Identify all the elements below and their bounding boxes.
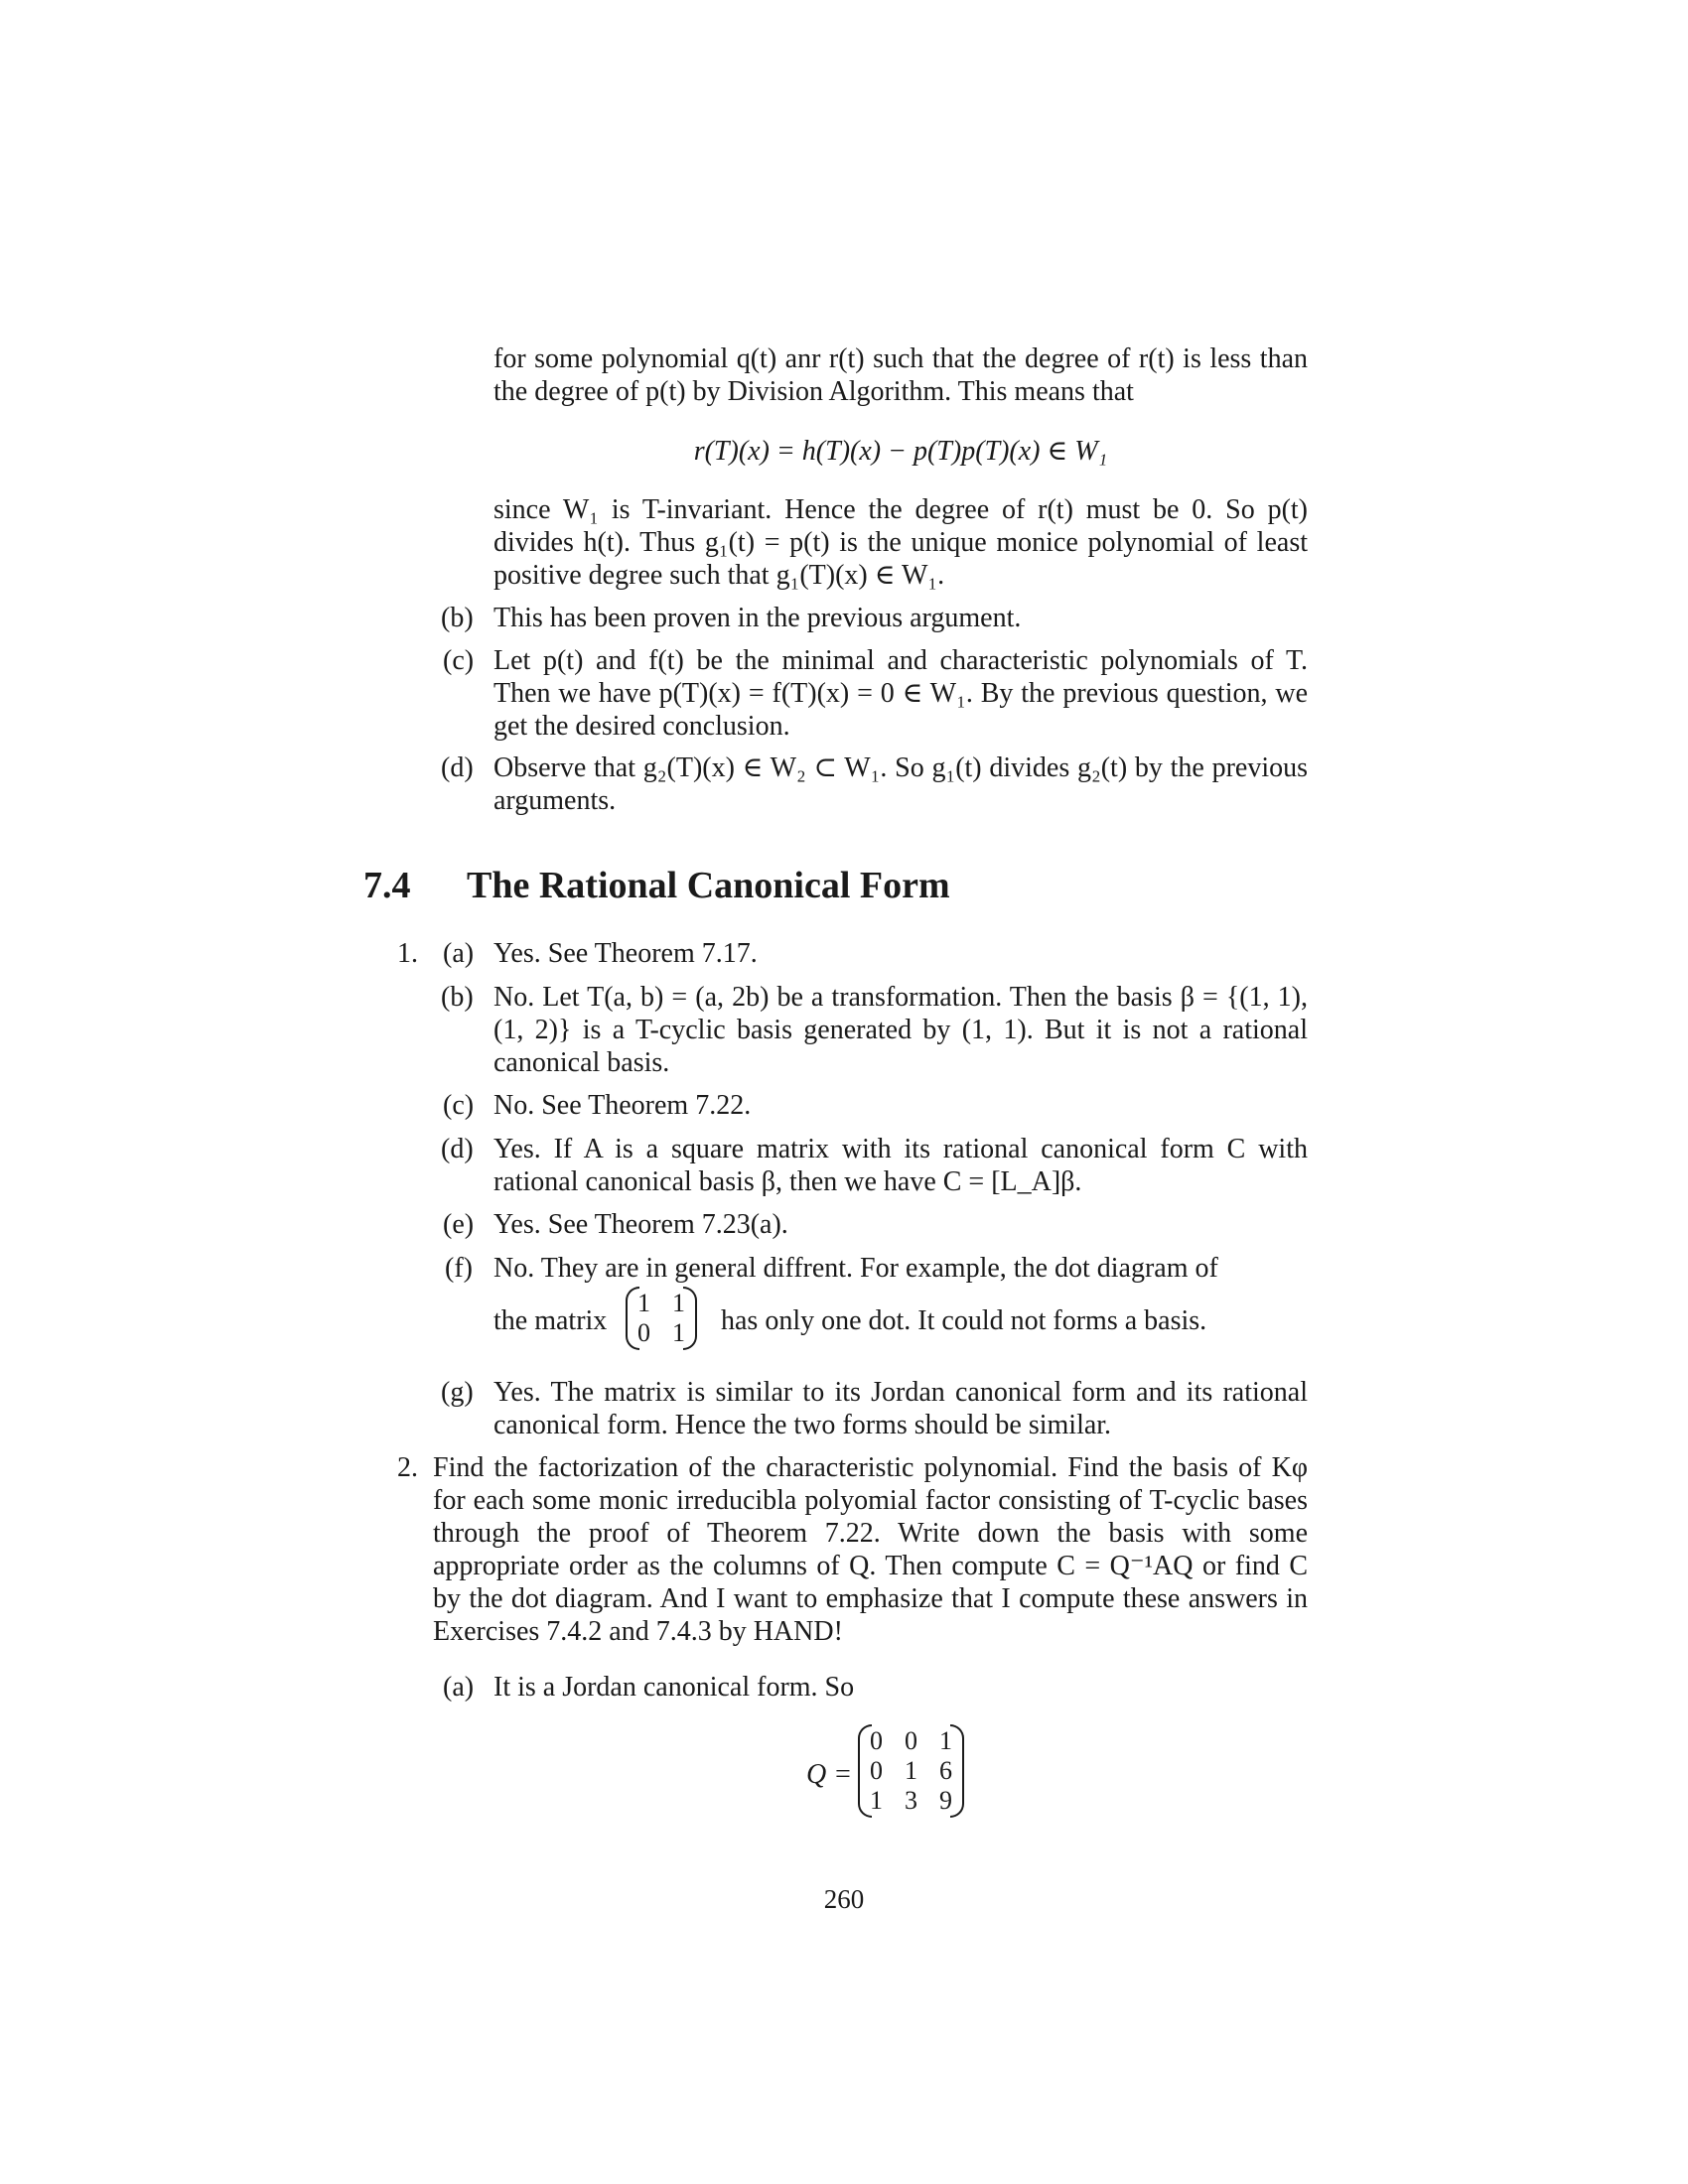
ex1-item-f-pre: the matrix [493, 1305, 608, 1336]
matrix-cell: 1 [870, 1786, 883, 1815]
matrix-cell: 1 [672, 1318, 685, 1347]
prev-item-c-label: (c) [443, 645, 475, 676]
page-number: 260 [823, 1884, 865, 1914]
matrix-cell: 1 [672, 1289, 685, 1317]
ex1-item-d-text: Yes. If A is a square matrix with its rational canonical form C with rational canonical basis β, then we have C = [L_A]β. [493, 1134, 1308, 1197]
matrix-cell: 9 [939, 1786, 952, 1815]
matrix-cell: 0 [870, 1756, 883, 1785]
ex1-item-g-label: (g) [441, 1377, 474, 1408]
ex2-item-a-text: It is a Jordan canonical form. So [493, 1672, 855, 1703]
exercise-2-number: 2. [397, 1452, 418, 1483]
matrix-cell: 1 [939, 1726, 952, 1755]
ex1-item-f-post: has only one dot. It could not forms a basis. [721, 1305, 1207, 1336]
intro-paragraph-1: for some polynomial q(t) anr r(t) such that the degree of r(t) is less than the degree of p(t) by Division Algorithm. This means that [493, 343, 1308, 407]
ex1-item-a-text: Yes. See Theorem 7.17. [493, 938, 758, 969]
ex1-item-e-label: (e) [443, 1209, 475, 1240]
ex1-item-g-text: Yes. The matrix is similar to its Jordan canonical form and its rational canonical form. Hence the two forms should be similar. [493, 1377, 1308, 1440]
matrix-cell: 0 [637, 1318, 650, 1347]
exercise-1-number: 1. [397, 938, 418, 969]
matrix-cell: 6 [939, 1756, 952, 1785]
intro-paragraph-2: since W₁ is T-invariant. Hence the degree of r(t) must be 0. So p(t) divides h(t). Thus g₁(t) = p(t) is the unique monice polynomial of least positive degree such that g₁(T)(x) ∈ W₁. [493, 494, 1308, 591]
matrix-cell: 0 [905, 1726, 917, 1755]
prev-item-c-text: Let p(t) and f(t) be the minimal and characteristic polynomials of T. Then we have p(T)(x) = f(T)(x) = 0 ∈ W₁. By the previous question, we get the desired conclusion. [493, 645, 1308, 742]
q-label: Q = [806, 1759, 853, 1790]
prev-item-b-label: (b) [441, 603, 474, 633]
ex1-item-f-label: (f) [445, 1253, 473, 1284]
exercise-2-text: Find the factorization of the characteristic polynomial. Find the basis of Kφ for each some monic irreducibla polyomial factor consisting of T-cyclic bases through the proof of Theorem 7.22. Write down the basis with some appropriate order as the columns of Q. Then compute C = Q⁻¹AQ or find C by the dot diagram. And I want to emphasize that I compute these answers in Exercises 7.4.2 and 7.4.3 by HAND! [433, 1452, 1308, 1647]
matrix-cell: 1 [637, 1289, 650, 1317]
ex1-item-b-text: No. Let T(a, b) = (a, 2b) be a transformation. Then the basis β = {(1, 1), (1, 2)} is a T-cyclic basis generated by (1, 1). But it is not a rational canonical basis. [493, 982, 1308, 1078]
matrix-cell: 0 [870, 1726, 883, 1755]
prev-item-b-text: This has been proven in the previous argument. [493, 603, 1022, 633]
ex2-item-a-label: (a) [443, 1672, 475, 1703]
ex1-item-f-matrix [628, 1289, 695, 1348]
prev-item-d-text: Observe that g₂(T)(x) ∈ W₂ ⊂ W₁. So g₁(t) divides g₂(t) by the previous arguments. [493, 752, 1308, 816]
ex1-item-e-text: Yes. See Theorem 7.23(a). [493, 1209, 788, 1240]
matrix-cell: 1 [905, 1756, 917, 1785]
section-title: The Rational Canonical Form [467, 865, 950, 906]
ex1-item-c-label: (c) [443, 1090, 475, 1121]
intro-equation: r(T)(x) = h(T)(x) − p(T)p(T)(x) ∈ W₁ [693, 436, 1108, 467]
ex1-item-f-line1: No. They are in general diffrent. For example, the dot diagram of [493, 1253, 1218, 1284]
matrix-cell: 3 [905, 1786, 917, 1815]
ex1-item-c-text: No. See Theorem 7.22. [493, 1090, 752, 1121]
prev-item-d-label: (d) [441, 752, 474, 783]
section-number: 7.4 [363, 865, 411, 906]
ex1-item-a-label: (a) [443, 938, 475, 969]
ex1-item-b-label: (b) [441, 982, 474, 1013]
ex1-item-d-label: (d) [441, 1134, 474, 1164]
q-matrix [860, 1726, 962, 1816]
